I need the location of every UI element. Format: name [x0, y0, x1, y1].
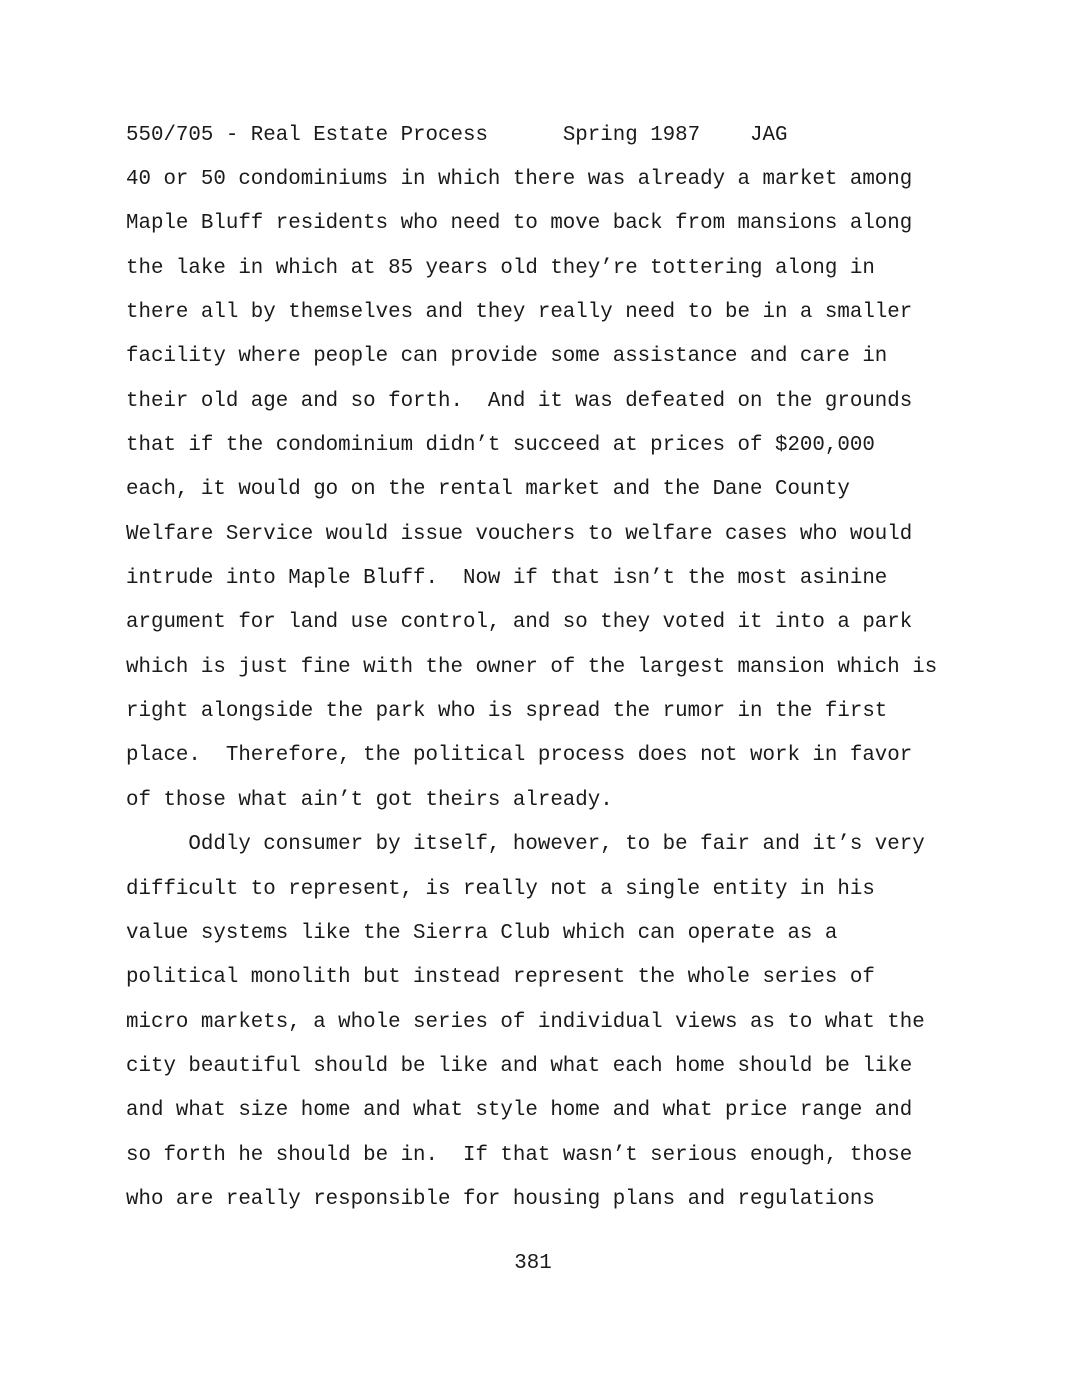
- page-number: 381: [514, 1252, 552, 1275]
- author-initials: JAG: [750, 124, 788, 147]
- text-line: difficult to represent, is really not a single entity in his: [126, 877, 875, 901]
- text-line: city beautiful should be like and what each home should be like: [126, 1054, 913, 1078]
- text-line: 40 or 50 condominiums in which there was already a market among: [126, 168, 913, 191]
- text-line: Oddly consumer by itself, however, to be fair and it’s very: [126, 833, 925, 857]
- header-gap: [488, 124, 563, 147]
- text-line: who are really responsible for housing plans and regulations: [126, 1187, 875, 1211]
- header-gap: [700, 124, 750, 147]
- text-line: each, it would go on the rental market and the Dane County: [126, 478, 850, 502]
- text-line: and what size home and what style home and what price range and: [126, 1099, 913, 1123]
- text-line: micro markets, a whole series of individual views as to what the: [126, 1010, 925, 1034]
- text-line: Welfare Service would issue vouchers to welfare cases who would: [126, 522, 913, 546]
- text-line: which is just fine with the owner of the largest mansion which is: [126, 655, 938, 679]
- text-line: their old age and so forth. And it was defeated on the grounds: [126, 389, 913, 413]
- text-line: that if the condominium didn’t succeed at prices of $200,000: [126, 434, 875, 458]
- text-line: there all by themselves and they really need to be in a smaller: [126, 301, 913, 325]
- text-line: Maple Bluff residents who need to move back from mansions along: [126, 212, 913, 236]
- transcript-body: [126, 166, 966, 1230]
- text-line: so forth he should be in. If that wasn’t serious enough, those: [126, 1143, 913, 1167]
- text-line: place. Therefore, the political process does not work in favor: [126, 744, 913, 768]
- text-line: intrude into Maple Bluff. Now if that isn’t the most asinine: [126, 567, 888, 591]
- text-line: political monolith but instead represent the whole series of: [126, 966, 875, 990]
- text-line: argument for land use control, and so they voted it into a park: [126, 611, 913, 635]
- page-header: [126, 122, 788, 150]
- text-line: value systems like the Sierra Club which can operate as a: [126, 921, 838, 945]
- text-line: the lake in which at 85 years old they’re tottering along in: [126, 256, 875, 280]
- term: Spring 1987: [562, 124, 701, 147]
- text-line: of those what ain’t got theirs already.: [126, 788, 613, 812]
- text-line: right alongside the park who is spread the rumor in the first: [126, 700, 888, 724]
- text-line: facility where people can provide some assistance and care in: [126, 345, 888, 369]
- course-title: 550/705 - Real Estate Process: [126, 124, 488, 147]
